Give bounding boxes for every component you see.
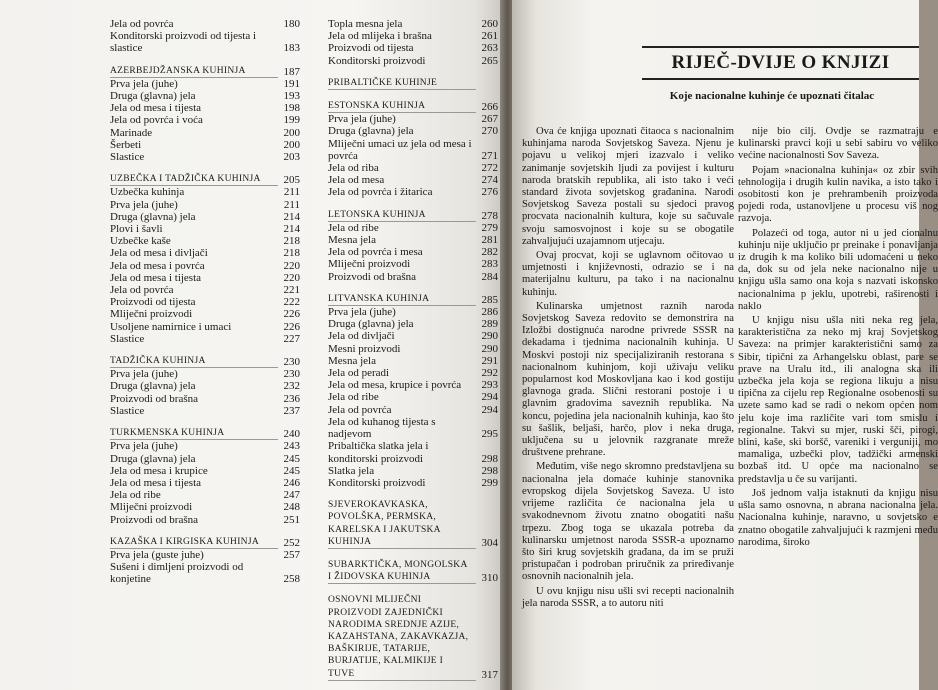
toc-entry-page: 200 xyxy=(283,126,300,139)
toc-entry-title: Jela od povrća i voća xyxy=(110,114,203,127)
toc-entry xyxy=(110,260,300,272)
toc-entry-page: 285 xyxy=(481,293,498,306)
toc-entry xyxy=(328,113,498,125)
toc-entry xyxy=(328,18,498,30)
toc-entry xyxy=(328,367,498,379)
article-paragraph: nije bio cilj. Ovdje se razmatraju e kulinarski pravci koji u sebi sabiru vo veliko većine nacionalnosti Sov Saveza. xyxy=(738,126,938,162)
toc-entry-title: KAZAŠKA I KIRGISKA KUHINJA xyxy=(110,536,278,549)
toc-entry-title: Jela od povrća i žitarica xyxy=(328,186,433,199)
toc-entry-page: 270 xyxy=(481,125,498,138)
toc-entry-page: 266 xyxy=(481,101,498,114)
toc-entry-page: 221 xyxy=(283,284,300,297)
toc-entry-page: 220 xyxy=(283,259,300,272)
toc-entry-title: PRIBALTIČKE KUHINJE xyxy=(328,77,476,90)
toc-entry-page: 298 xyxy=(481,452,498,465)
toc-entry-title: Plovi i šavli xyxy=(110,223,163,236)
toc-entry-title: Druga (glavna) jela xyxy=(328,318,414,331)
toc-entry-title: Jela od ribe xyxy=(328,221,379,234)
toc-entry-page: 290 xyxy=(481,330,498,343)
toc-entry-title: Prva jela (juhe) xyxy=(110,440,178,453)
toc-heading xyxy=(110,173,300,186)
toc-entry-title: Jela od mesa i divljači xyxy=(110,247,208,260)
toc-entry-title: Jela od mesa i krupice xyxy=(110,464,208,477)
toc-entry-page: 295 xyxy=(481,428,498,441)
toc-entry-title: Uzbečka kuhinja xyxy=(110,186,185,199)
toc-entry-page: 222 xyxy=(283,296,300,309)
toc-entry-page: 240 xyxy=(283,428,300,441)
toc-entry-title: Mesna jela xyxy=(328,234,376,247)
toc-entry-title: Šerbeti xyxy=(110,138,142,151)
toc-entry-page: 263 xyxy=(481,42,498,55)
toc-entry-page: 243 xyxy=(283,440,300,453)
toc-entry xyxy=(328,234,498,246)
toc-entry-page: 258 xyxy=(283,573,300,586)
toc-entry xyxy=(110,308,300,320)
toc-entry xyxy=(110,380,300,392)
article-column-1 xyxy=(522,126,734,612)
article-paragraph: U knjigu nisu ušla niti neka reg jela, karakteristična za neko mj kraj Sovjetskog Saveza: na primjer karakteristični samo za Sibir, tipični za Arhangelsku oblast, pare se prave na Uralu itd., ili analogna ska ili uzbečka jela koja se regiona likuju a nisu tipična za cijelu rep Regionalne osobenosti su uzete samo kad se radi o nekom općen nom jelu koje ima različite vari tom smislu i regionalne. Takvi su mjer, ruski šči, pirogi, blini, kaše, ski boršč, vareniki i verguniji, mo mamaliga, uzbečki plov, tadžički armenski bozbaš itd. U opće ma nacionalno se predstavlja u če su varijanti. xyxy=(738,315,938,485)
toc-entry xyxy=(110,18,300,30)
toc-entry-page: 187 xyxy=(283,65,300,78)
toc-entry-title: Proizvodi od brašna xyxy=(110,513,198,526)
toc-entry-title: Proizvodi od brašna xyxy=(328,270,416,283)
toc-entry-page: 237 xyxy=(283,404,300,417)
toc-entry-page: 220 xyxy=(283,271,300,284)
toc-entry-page: 294 xyxy=(481,403,498,416)
toc-entry xyxy=(110,465,300,477)
toc-column-left xyxy=(110,18,300,586)
toc-entry-page: 274 xyxy=(481,174,498,187)
toc-entry-title: Jela od mesa, krupice i povrća xyxy=(328,379,462,392)
toc-entry-page: 293 xyxy=(481,379,498,392)
toc-entry-page: 261 xyxy=(481,30,498,43)
toc-entry-page: 183 xyxy=(283,42,300,55)
toc-entry-title: Sušeni i dimljeni proizvodi od konjetine xyxy=(110,561,244,586)
toc-entry-title: Proizvodi od tijesta xyxy=(110,296,196,309)
toc-entry-page: 278 xyxy=(481,209,498,222)
toc-heading xyxy=(110,65,300,78)
toc-entry-title: Prva jela (juhe) xyxy=(328,113,396,126)
toc-entry-title: Mliječni proizvodi xyxy=(110,501,193,514)
toc-entry-title: Slatka jela xyxy=(328,464,375,477)
toc-entry-title: Pribaltička slatka jela i konditorski proizvodi xyxy=(328,440,429,465)
toc-entry-page: 211 xyxy=(283,186,300,199)
toc-entry-page: 298 xyxy=(481,464,498,477)
toc-entry xyxy=(110,199,300,211)
toc-entry-page: 203 xyxy=(283,151,300,164)
toc-entry xyxy=(328,404,498,416)
toc-entry xyxy=(328,343,498,355)
toc-entry-page: 191 xyxy=(283,77,300,90)
toc-entry-page: 199 xyxy=(283,114,300,127)
toc-entry-title: Jela od mlijeka i brašna xyxy=(328,30,432,43)
toc-entry xyxy=(328,222,498,234)
toc-entry-page: 291 xyxy=(481,354,498,367)
toc-entry xyxy=(110,453,300,465)
toc-entry-page: 230 xyxy=(283,368,300,381)
toc-entry-title: Druga (glavna) jela xyxy=(328,125,414,138)
toc-entry xyxy=(328,318,498,330)
toc-entry-page: 193 xyxy=(283,90,300,103)
toc-entry-title: Jela od povrća xyxy=(110,18,174,30)
article-paragraph: U ovu knjigu nisu ušli svi recepti nacionalnih jela naroda SSSR, a to autoru niti xyxy=(522,585,734,609)
toc-entry-title: Konditorski proizvodi xyxy=(328,54,426,67)
toc-entry xyxy=(328,186,498,198)
toc-heading xyxy=(110,427,300,440)
toc-entry-page: 252 xyxy=(283,536,300,549)
toc-entry-title: Mesni proizvodi xyxy=(328,342,401,355)
toc-heading xyxy=(328,77,498,90)
toc-entry-title: Druga (glavna) jela xyxy=(110,452,196,465)
article-paragraph: Još jednom valja istaknuti da knjigu nisu ušla samo osnovna, n abrana nacionalna jela. Nacionalna kuhinje, naravno, u sovjetsko e znatno obogatile zahvaljujući k razmjeni među narodima, široko xyxy=(738,487,938,548)
toc-entry xyxy=(110,393,300,405)
toc-entry xyxy=(110,489,300,501)
toc-entry xyxy=(110,549,300,561)
toc-entry xyxy=(110,186,300,198)
toc-entry xyxy=(110,477,300,489)
article-paragraph: Međutim, više nego skromno predstavljena su nacionalna jela domaće kuhinje stanovnika evropskog dijela Sovjetskog Saveza. U isto vrijeme različita će nacionalna jela u svakodnevnom životu znatno obogatiti našu trpezu. Zbog toga se ukazala potreba da kulinarsku umjetnost naroda SSSR-a upoznamo što širi krug sovjetskih građana, da im se pruži pristupačan i podroban priručnik za priređivanje osnovnih nacionalnih jela. xyxy=(522,461,734,583)
toc-entry-title: UZBEČKA I TADŽIČKA KUHINJA xyxy=(110,173,278,186)
toc-entry-title: Jela od ribe xyxy=(110,489,161,502)
toc-entry-title: Prva jela (guste juhe) xyxy=(110,548,204,561)
toc-entry xyxy=(328,391,498,403)
toc-entry-title: Konditorski proizvodi od tijesta i slastice xyxy=(110,30,257,55)
toc-entry-title: Mliječni umaci uz jela od mesa i povrća xyxy=(328,137,472,162)
toc-entry-page: 180 xyxy=(283,18,300,30)
toc-entry-title: Jela od povrća i mesa xyxy=(328,246,423,259)
toc-entry-title: ESTONSKA KUHINJA xyxy=(328,100,476,113)
toc-heading xyxy=(328,209,498,222)
toc-entry-title: Slastice xyxy=(110,332,145,345)
article-paragraph: Ova će knjiga upoznati čitaoca s nacionalnim kuhinjama naroda Sovjetskog Saveza. Njenu je pojavu u velikoj mjeri izazvalo i veliko zanimanje sovjetskih ljudi za povijest i kulturu naroda bratskih republika, ali isto tako i veći standard života sovjetskog građanina. Narodi Sovjetskog Saveza postali su sjedoci pravog procvata nacionalnih kultura, koje su sačuvale svoju samosvojnost i koje su se obogatile zahvaljujući uzajamnom utjecaju. xyxy=(522,126,734,247)
toc-heading xyxy=(328,293,498,306)
toc-entry-title: Mesna jela xyxy=(328,354,376,367)
toc-entry xyxy=(110,368,300,380)
toc-entry-page: 232 xyxy=(283,380,300,393)
toc-entry xyxy=(328,174,498,186)
toc-entry xyxy=(110,272,300,284)
toc-entry-page: 282 xyxy=(481,246,498,259)
toc-entry xyxy=(110,321,300,333)
toc-entry-page: 276 xyxy=(481,186,498,199)
toc-entry-title: AZERBEJDŽANSKA KUHINJA xyxy=(110,65,278,78)
toc-entry-title: Druga (glavna) jela xyxy=(110,210,196,223)
toc-entry-page: 260 xyxy=(481,18,498,30)
toc-entry-title: Jela od povrća xyxy=(328,403,392,416)
toc-entry-page: 272 xyxy=(481,162,498,175)
toc-entry-title: Usoljene namirnice i umaci xyxy=(110,320,232,333)
toc-entry xyxy=(328,125,498,137)
toc-entry-page: 236 xyxy=(283,392,300,405)
toc-entry xyxy=(328,30,498,42)
toc-entry-title: Mliječni proizvodi xyxy=(110,308,193,321)
toc-entry-page: 211 xyxy=(283,198,300,211)
article-paragraph: Polazeći od toga, autor ni u jed cionalnu kuhinju nije uključio pr preinake i ponavljanja iz drugih k ma koliko bili udomaćeni u neko da, dok su od jela neke nacionalno nije u knjigu ušla samo ona koja s nazvati iskonsko nacionalnima p jeklu, upotrebi, raširenosti i naklo xyxy=(738,227,938,312)
toc-entry-title: Topla mesna jela xyxy=(328,18,403,30)
toc-entry-page: 218 xyxy=(283,247,300,260)
toc-entry xyxy=(328,477,498,489)
toc-entry xyxy=(328,42,498,54)
toc-entry-page: 198 xyxy=(283,102,300,115)
toc-entry-page: 257 xyxy=(283,548,300,561)
toc-entry xyxy=(328,440,498,464)
toc-entry-page: 214 xyxy=(283,210,300,223)
toc-entry-page: 226 xyxy=(283,320,300,333)
toc-entry-page: 230 xyxy=(283,356,300,369)
toc-entry xyxy=(110,223,300,235)
toc-entry xyxy=(110,139,300,151)
toc-heading xyxy=(328,559,498,584)
toc-entry-title: Jela od mesa xyxy=(328,174,385,187)
toc-entry xyxy=(110,78,300,90)
toc-entry-title: TURKMENSKA KUHINJA xyxy=(110,427,278,440)
toc-entry-page: 245 xyxy=(283,464,300,477)
toc-entry-title: Druga (glavna) jela xyxy=(110,380,196,393)
toc-entry xyxy=(110,151,300,163)
toc-entry-page: 246 xyxy=(283,476,300,489)
toc-entry xyxy=(110,235,300,247)
toc-entry xyxy=(110,247,300,259)
article-subtitle: Koje nacionalne kuhinje će upoznati čitalac xyxy=(669,90,875,102)
toc-entry-page: 247 xyxy=(283,489,300,502)
toc-entry-title: Slastice xyxy=(110,151,145,164)
article-paragraph: Ovaj procvat, koji se uglavnom očitovao u umjetnosti i književnosti, odrazio se i na materijalnu kulturu, pa tako i na nacionalnu kuhinju. xyxy=(522,250,734,298)
toc-column-right xyxy=(328,18,498,681)
toc-entry-title: OSNOVNI MLIJEČNI PROIZVODI ZAJEDNIČKI NARODIMA SREDNJE AZIJE, KAZAHSTANA, ZAKAVKAZJA, BAŠKIRIJE, TATARIJE, BURJATIJE, KALMIKIJE I TUVE xyxy=(328,594,476,680)
toc-entry-page: 205 xyxy=(283,174,300,187)
toc-entry xyxy=(110,102,300,114)
toc-entry xyxy=(110,514,300,526)
toc-entry-title: Jela od kuhanog tijesta s nadjevom xyxy=(328,415,436,441)
toc-entry xyxy=(328,379,498,391)
toc-entry xyxy=(110,405,300,417)
toc-entry-title: LITVANSKA KUHINJA xyxy=(328,293,476,306)
toc-entry-page: 200 xyxy=(283,138,300,151)
toc-entry-title: Prva jela (juhe) xyxy=(110,198,178,211)
toc-entry-page: 283 xyxy=(481,258,498,271)
toc-entry-title: Proizvodi od tijesta xyxy=(328,42,414,55)
toc-entry xyxy=(110,440,300,452)
toc-entry-title: Jela od mesa i tijesta xyxy=(110,271,202,284)
toc-entry-title: Druga (glavna) jela xyxy=(110,90,196,103)
toc-entry-page: 299 xyxy=(481,476,498,489)
article-column-2 xyxy=(738,126,938,551)
toc-entry xyxy=(328,306,498,318)
toc-entry xyxy=(328,271,498,283)
toc-entry xyxy=(328,330,498,342)
toc-entry-page: 292 xyxy=(481,367,498,380)
toc-heading xyxy=(328,100,498,113)
toc-entry xyxy=(328,138,498,162)
toc-entry-title: Jela od riba xyxy=(328,162,379,175)
toc-entry-page: 317 xyxy=(481,668,498,681)
toc-entry xyxy=(110,211,300,223)
toc-entry xyxy=(328,162,498,174)
toc-entry-title: Jela od mesa i tijesta xyxy=(110,102,202,115)
toc-entry-title: Marinade xyxy=(110,126,153,139)
toc-entry xyxy=(328,246,498,258)
toc-entry-title: LETONSKA KUHINJA xyxy=(328,209,476,222)
toc-entry-title: SUBARKTIČKA, MONGOLSKA I ŽIDOVSKA KUHINJA xyxy=(328,559,476,584)
toc-entry-page: 289 xyxy=(481,318,498,331)
toc-entry xyxy=(110,30,300,54)
toc-entry-title: Proizvodi od brašna xyxy=(110,392,198,405)
toc-entry-title: Slastice xyxy=(110,404,145,417)
right-page xyxy=(512,0,938,690)
toc-entry xyxy=(110,90,300,102)
toc-entry xyxy=(110,127,300,139)
toc-heading xyxy=(110,536,300,549)
toc-entry-page: 226 xyxy=(283,308,300,321)
toc-entry xyxy=(328,55,498,67)
toc-entry xyxy=(110,296,300,308)
toc-entry-title: Jela od ribe xyxy=(328,391,379,404)
toc-entry-page: 267 xyxy=(481,113,498,126)
toc-entry xyxy=(328,465,498,477)
toc-entry xyxy=(328,416,498,440)
toc-entry-title: Konditorski proizvodi xyxy=(328,476,426,489)
toc-entry xyxy=(328,355,498,367)
toc-entry xyxy=(110,284,300,296)
toc-entry xyxy=(328,258,498,270)
toc-entry-page: 286 xyxy=(481,306,498,319)
toc-entry-title: Jela od peradi xyxy=(328,367,390,380)
toc-entry-page: 245 xyxy=(283,452,300,465)
toc-entry-title: Prva jela (juhe) xyxy=(110,77,178,90)
toc-entry-page: 265 xyxy=(481,54,498,67)
toc-entry-page: 271 xyxy=(481,149,498,162)
toc-entry xyxy=(110,561,300,585)
toc-entry-page: 251 xyxy=(283,513,300,526)
toc-entry-page: 290 xyxy=(481,342,498,355)
toc-entry-title: Uzbečke kaše xyxy=(110,235,171,248)
toc-entry-page: 310 xyxy=(481,572,498,585)
toc-heading xyxy=(328,499,498,549)
toc-heading xyxy=(328,594,498,680)
toc-entry-page: 284 xyxy=(481,270,498,283)
toc-heading xyxy=(110,355,300,368)
toc-entry-title: Jela od povrća xyxy=(110,284,174,297)
toc-entry-title: Jela od mesa i tijesta xyxy=(110,476,202,489)
toc-entry-page: 227 xyxy=(283,332,300,345)
toc-entry-page: 304 xyxy=(481,536,498,549)
toc-entry-page: 281 xyxy=(481,234,498,247)
toc-entry-page: 294 xyxy=(481,391,498,404)
article-paragraph: Pojam »nacionalna kuhinja« oz zbir svih tehnologija i drugih kulin navika, a isto tako i osobitosti kon je prehrambenih proizvoda pojedi roda, ustanovljene u procesu viš nog razvoja. xyxy=(738,164,938,225)
toc-entry-page: 279 xyxy=(481,221,498,234)
toc-entry xyxy=(110,333,300,345)
toc-entry-title: Prva jela (juhe) xyxy=(110,368,178,381)
toc-entry-title: Mliječni proizvodi xyxy=(328,258,411,271)
toc-entry-title: Jela od divljači xyxy=(328,330,395,343)
toc-entry-title: Jela od mesa i povrća xyxy=(110,259,205,272)
article-paragraph: Kulinarska umjetnost raznih naroda Sovjetskog Saveza redovito se demonstrira na Izložbi dostignuća narodne privrede SSSR na dekadama i tjednima nacionalnih kuhinja. U Moskvi postoji niz specijaliziranih restorana s nacionalnom kuhinjom, koji uživaju veliku popularnost kod Moskovljana kao i kod gostiju glavnoga grada. Slični restorani postoje i u glavnim gradovima saveznih republika. Na koncu, pojedina jela nacionalnih kuhinja, kao što su šašlik, beljaši, harčo, plov i neka druga, uključena su u jelovnik razgranate mreže društvene prehrane. xyxy=(522,300,734,459)
toc-entry-title: Prva jela (juhe) xyxy=(328,306,396,319)
toc-entry-title: TADŽIČKA KUHINJA xyxy=(110,355,278,368)
toc-entry xyxy=(110,501,300,513)
toc-entry xyxy=(110,114,300,126)
toc-entry-page: 214 xyxy=(283,223,300,236)
toc-entry-title: SJEVEROKAVKASKA, POVOLŠKA, PERMSKA, KARELSKA I JAKUTSKA KUHINJA xyxy=(328,499,476,549)
toc-entry-page: 248 xyxy=(283,501,300,514)
article-title: RIJEČ-DVIJE O KNJIZI xyxy=(642,46,919,80)
toc-entry-page: 218 xyxy=(283,235,300,248)
